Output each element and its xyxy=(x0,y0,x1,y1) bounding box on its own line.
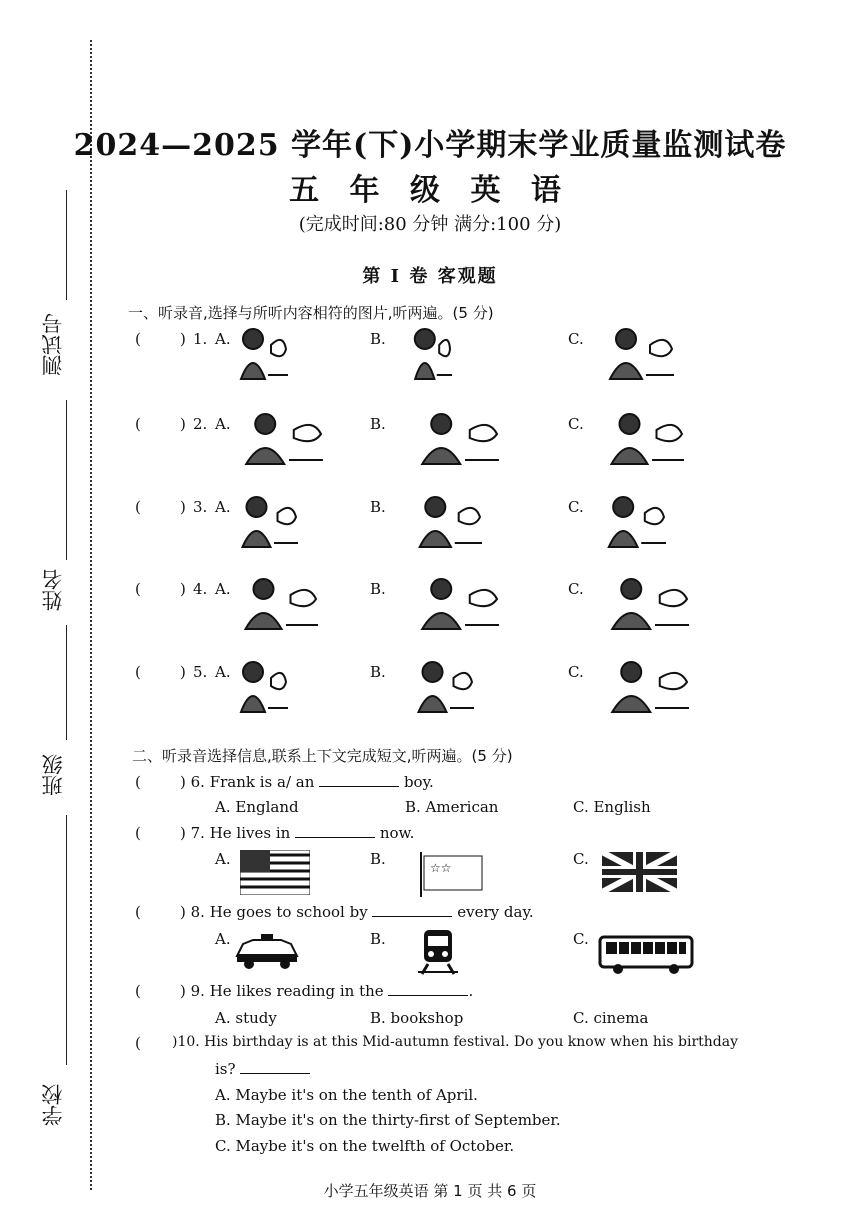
answer-paren[interactable]: ( xyxy=(135,580,141,598)
exam-info: (完成时间:80 分钟 满分:100 分) xyxy=(298,214,562,235)
q7-option-b[interactable]: B. xyxy=(370,850,386,868)
q10-option-b[interactable]: B. Maybe it's on the thirty-first of September. xyxy=(215,1111,561,1129)
option-a[interactable]: A. xyxy=(215,330,231,348)
question-9: ) 9. He likes reading in the . xyxy=(180,982,474,1000)
q10-option-c[interactable]: C. Maybe it's on the twelfth of October. xyxy=(215,1137,515,1155)
question-10-cont: is? xyxy=(215,1060,310,1078)
answer-blank[interactable] xyxy=(372,904,452,917)
option-c[interactable]: C. xyxy=(568,580,584,598)
option-a[interactable]: A. xyxy=(215,415,231,433)
dinner-table-icon xyxy=(232,410,327,468)
answer-paren[interactable]: ( xyxy=(135,773,141,791)
option-b[interactable]: B. xyxy=(370,663,386,681)
question-number: 5. xyxy=(193,663,208,681)
question-6: ) 6. Frank is a/ an boy. xyxy=(180,773,434,791)
option-c[interactable]: C. xyxy=(568,330,584,348)
option-b[interactable]: B. xyxy=(370,415,386,433)
answer-blank[interactable] xyxy=(240,1061,310,1074)
class-label: 班级 xyxy=(41,754,65,796)
question-8: ) 8. He goes to school by every day. xyxy=(180,903,534,921)
q6-option-a[interactable]: A. England xyxy=(215,798,299,816)
exam-no-label: 测试号 xyxy=(41,313,65,377)
page-footer: 小学五年级英语 第 1 页 共 6 页 xyxy=(323,1182,537,1200)
answer-paren[interactable]: ( xyxy=(135,824,141,842)
q8-option-b[interactable]: B. xyxy=(370,930,386,948)
option-b[interactable]: B. xyxy=(370,580,386,598)
q8-option-a[interactable]: A. xyxy=(215,930,231,948)
section2-heading: 二、听录音选择信息,联系上下文完成短文,听两遍。(5 分) xyxy=(132,747,513,765)
party-scene-icon xyxy=(598,410,688,468)
answer-paren[interactable]: ( xyxy=(135,330,141,348)
window-scene-icon xyxy=(598,575,693,633)
answer-paren[interactable]: ( xyxy=(135,982,141,1000)
globe-icon xyxy=(408,325,456,383)
train-icon xyxy=(418,928,458,976)
question-7: ) 7. He lives in now. xyxy=(180,824,415,842)
answer-paren-close: ) xyxy=(180,498,186,516)
q9-option-c[interactable]: C. cinema xyxy=(573,1009,649,1027)
option-c[interactable]: C. xyxy=(568,415,584,433)
class-line xyxy=(66,625,67,740)
question-number: 3. xyxy=(193,498,208,516)
q6-option-b[interactable]: B. American xyxy=(405,798,499,816)
exam-title: 2024—2025 学年(下)小学期末学业质量监测试卷 xyxy=(73,128,787,163)
answer-paren-close: ) xyxy=(180,663,186,681)
option-a[interactable]: A. xyxy=(215,580,231,598)
answer-paren[interactable]: ( xyxy=(135,498,141,516)
question-number: 4. xyxy=(193,580,208,598)
family-chat-icon xyxy=(232,575,322,633)
option-a[interactable]: A. xyxy=(215,663,231,681)
name-label: 姓名 xyxy=(41,569,65,611)
answer-paren-close: ) xyxy=(180,580,186,598)
sitting-person-icon xyxy=(598,325,678,383)
q7-option-c[interactable]: C. xyxy=(573,850,589,868)
q8-option-c[interactable]: C. xyxy=(573,930,589,948)
volume-title: 第 I 卷 客观题 xyxy=(362,266,498,287)
family-meal-icon xyxy=(408,410,503,468)
question-10: )10. His birthday is at this Mid-autumn festival. Do you know when his birthday xyxy=(172,1034,739,1050)
answer-paren[interactable]: ( xyxy=(135,1034,141,1052)
answer-paren[interactable]: ( xyxy=(135,415,141,433)
option-b[interactable]: B. xyxy=(370,330,386,348)
bus-icon xyxy=(598,933,696,975)
answer-paren[interactable]: ( xyxy=(135,903,141,921)
usa-flag-icon xyxy=(240,850,310,895)
subject-title: 五 年 级 英 语 xyxy=(289,173,571,208)
question-number: 2. xyxy=(193,415,208,433)
uk-flag-icon xyxy=(602,852,677,892)
wall-climbing-icon xyxy=(408,575,503,633)
china-flag-icon xyxy=(418,852,483,897)
answer-blank[interactable] xyxy=(319,774,399,787)
school-label: 学校 xyxy=(41,1084,65,1126)
question-number: 1. xyxy=(193,330,208,348)
thinking-lantern-icon xyxy=(598,493,670,551)
q10-option-a[interactable]: A. Maybe it's on the tenth of April. xyxy=(215,1086,478,1104)
q7-option-a[interactable]: A. xyxy=(215,850,231,868)
school-line xyxy=(66,815,67,1065)
grapes-vine-icon xyxy=(598,658,693,716)
answer-blank[interactable] xyxy=(295,825,375,838)
name-line xyxy=(66,400,67,560)
answer-paren-close: ) xyxy=(180,415,186,433)
option-c[interactable]: C. xyxy=(568,663,584,681)
option-c[interactable]: C. xyxy=(568,498,584,516)
thinking-mooncake-icon xyxy=(232,493,302,551)
svg-text:☆☆: ☆☆ xyxy=(430,861,452,875)
taxi-icon xyxy=(233,930,301,970)
q6-option-c[interactable]: C. English xyxy=(573,798,651,816)
q9-option-b[interactable]: B. bookshop xyxy=(370,1009,464,1027)
thinking-book-icon xyxy=(408,493,486,551)
section1-heading: 一、听录音,选择与所听内容相符的图片,听两遍。(5 分) xyxy=(128,304,494,322)
answer-paren[interactable]: ( xyxy=(135,663,141,681)
person-icon xyxy=(232,325,292,383)
q9-option-a[interactable]: A. study xyxy=(215,1009,277,1027)
answer-paren-close: ) xyxy=(180,330,186,348)
option-a[interactable]: A. xyxy=(215,498,231,516)
dragon-boat-icon xyxy=(408,658,478,716)
phone-call-icon xyxy=(232,658,292,716)
answer-blank[interactable] xyxy=(388,983,468,996)
option-b[interactable]: B. xyxy=(370,498,386,516)
